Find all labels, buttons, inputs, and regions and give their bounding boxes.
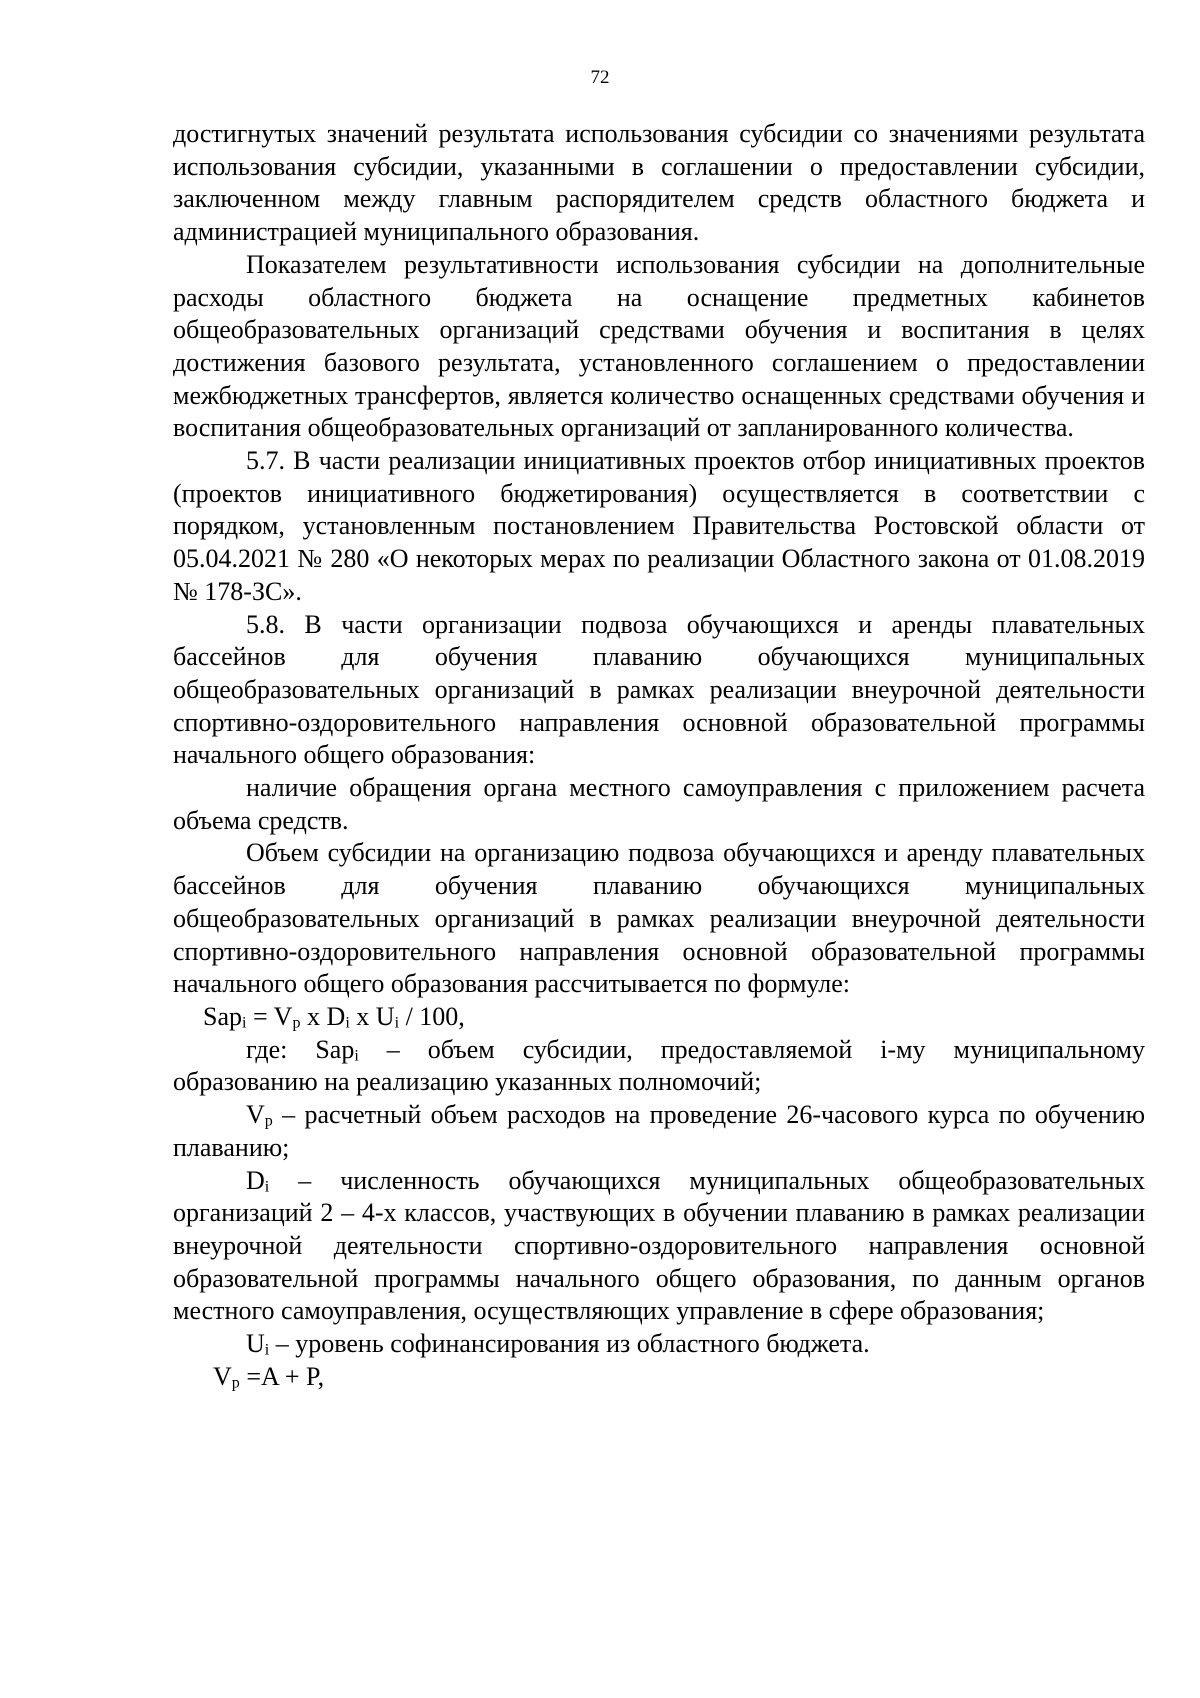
formula-subscript: p <box>231 1374 240 1392</box>
formula-term: V <box>213 1361 232 1391</box>
paragraph-request-requirement: наличие обращения органа местного самоуправления с приложением расчета объема средств. <box>173 773 1145 835</box>
definition-di <box>173 1165 1145 1329</box>
definition-sap <box>173 1034 1145 1099</box>
definition-subscript: i <box>354 1047 359 1065</box>
definition-subscript: i <box>264 1341 270 1359</box>
definition-ui <box>173 1328 1145 1361</box>
paragraph-performance-indicator: Показателем результативности использования субсидии на дополнительные расходы областного бюджета на оснащение предметных кабинетов общеобразовательных организаций средствами обучения и воспитания в целях достижения базового результата, установленного соглашением о предоставлении межбюджетных трансфертов, является количество оснащенных средствами обучения и воспитания общеобразовательных организаций от запланированного количества. <box>173 249 1145 443</box>
definition-symbol: D <box>246 1165 265 1195</box>
formula-subscript: p <box>292 1014 301 1032</box>
page-number: 72 <box>590 67 610 88</box>
formula-term: x U <box>349 1001 395 1031</box>
paragraph-5-7: 5.7. В части реализации инициативных проектов отбор инициативных проектов (проектов инициативного бюджетирования) осуществляется в соответствии с порядком, установленным постановлением Правительства Ростовской области от 05.04.2021 № 280 «О некоторых мерах по реализации Областного закона от 01.08.2019 № 178-ЗС». <box>173 446 1145 606</box>
definition-text: – объем субсидии, предоставляемой i-му муниципальному образованию на реализацию указанных полномочий; <box>173 1034 1145 1097</box>
paragraph-continuation: достигнутых значений результата использования субсидии со значениями результата использования субсидии, указанными в соглашении о предоставлении субсидии, заключенном между главным распорядителем средств областного бюджета и администрацией муниципального образования. <box>173 119 1145 247</box>
formula-expenses <box>173 1361 1145 1394</box>
formula-term: / 100, <box>399 1001 465 1031</box>
definition-symbol: U <box>246 1329 265 1359</box>
formula-subscript: i <box>345 1014 350 1032</box>
formula-term: Sap <box>203 1001 242 1031</box>
definition-symbol: V <box>246 1100 265 1130</box>
definition-text: – расчетный объем расходов на проведение 26-часового курса по обучению плаванию; <box>173 1100 1145 1162</box>
formula-subscript: i <box>242 1014 247 1032</box>
document-body <box>173 118 1145 1393</box>
definition-symbol: где: Sap <box>246 1034 355 1064</box>
formula-term: = V <box>246 1001 293 1031</box>
formula-subsidy <box>173 1001 1145 1034</box>
formula-term: =A + P, <box>239 1361 325 1391</box>
definition-text: – уровень софинансирования из областного бюджета. <box>269 1329 870 1359</box>
formula-subscript: i <box>394 1014 400 1032</box>
formula-term: x D <box>300 1001 346 1031</box>
paragraph-subsidy-volume: Объем субсидии на организацию подвоза обучающихся и аренду плавательных бассейнов для обучения плаванию обучающихся муниципальных общеобразовательных организаций в рамках реализации внеурочной деятельности спортивно-оздоровительного направления основной образовательной программы начального общего образования рассчитывается по формуле: <box>173 838 1145 999</box>
definition-vp <box>173 1099 1145 1164</box>
definition-subscript: i <box>264 1177 270 1195</box>
definition-subscript: p <box>264 1112 273 1130</box>
paragraph-5-8: 5.8. В части организации подвоза обучающихся и аренды плавательных бассейнов для обучения плаванию обучающихся муниципальных общеобразовательных организаций в рамках реализации внеурочной деятельности спортивно-оздоровительного направления основной образовательной программы начального общего образования: <box>173 609 1145 770</box>
definition-text: – численность обучающихся муниципальных общеобразовательных организаций 2 – 4-х классов, участвующих в обучении плаванию в рамках реализации внеурочной деятельности спортивно-оздоровительного направления основной образовательной программы начального общего образования, по данным органов местного самоуправления, осуществляющих управление в сфере образования; <box>173 1165 1145 1326</box>
